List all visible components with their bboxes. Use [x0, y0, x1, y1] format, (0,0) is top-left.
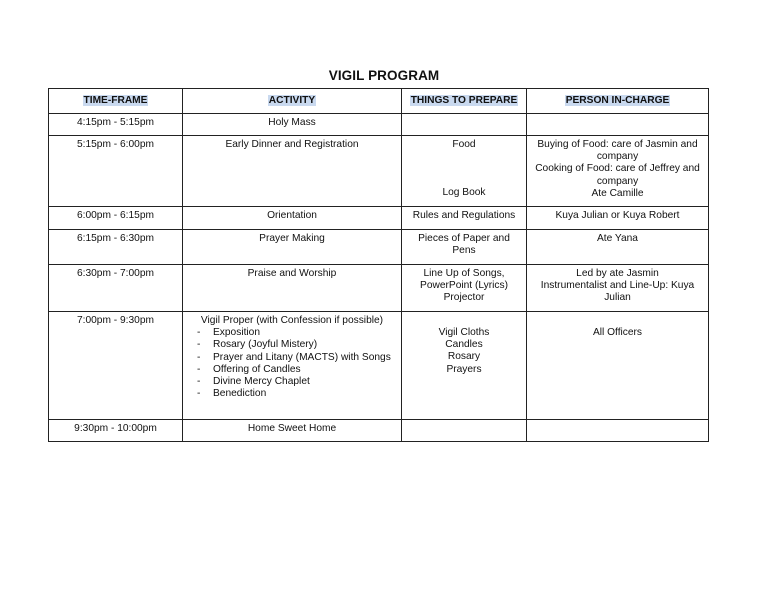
prepare-cell: Vigil Cloths Candles Rosary Prayers — [402, 312, 527, 420]
prepare-cell: Pieces of Paper and Pens — [402, 230, 527, 265]
header-person-in-charge: PERSON IN-CHARGE — [527, 89, 709, 114]
activity-cell — [183, 312, 402, 420]
table-row — [49, 265, 709, 312]
time-cell: 7:00pm - 9:30pm — [49, 312, 183, 420]
time-cell: 6:30pm - 7:00pm — [49, 265, 183, 312]
header-activity: ACTIVITY — [183, 89, 402, 114]
person-cell: All Officers — [527, 312, 709, 420]
time-cell: 4:15pm - 5:15pm — [49, 114, 183, 136]
prepare-cell: Food Log Book — [402, 136, 527, 207]
document-title: VIGIL PROGRAM — [328, 68, 440, 83]
table-row — [49, 114, 709, 136]
activity-cell: Early Dinner and Registration — [183, 136, 402, 207]
person-cell: Buying of Food: care of Jasmin and company Cooking of Food: care of Jeffrey and company Ate Camille — [527, 136, 709, 207]
list-item: - Prayer and Litany (MACTS) with Songs — [187, 352, 397, 364]
list-item: - Exposition — [187, 327, 397, 339]
person-cell — [527, 420, 709, 442]
person-cell: Kuya Julian or Kuya Robert — [527, 207, 709, 230]
time-cell: 5:15pm - 6:00pm — [49, 136, 183, 207]
list-item: - Divine Mercy Chaplet — [187, 376, 397, 388]
list-item: - Offering of Candles — [187, 364, 397, 376]
activity-cell: Holy Mass — [183, 114, 402, 136]
header-time-frame: TIME-FRAME — [49, 89, 183, 114]
prepare-cell: Line Up of Songs, PowerPoint (Lyrics) Projector — [402, 265, 527, 312]
time-cell: 6:00pm - 6:15pm — [49, 207, 183, 230]
prepare-cell — [402, 420, 527, 442]
activity-cell: Home Sweet Home — [183, 420, 402, 442]
activity-cell: Praise and Worship — [183, 265, 402, 312]
header-things-to-prepare: THINGS TO PREPARE — [402, 89, 527, 114]
table-row — [49, 136, 709, 207]
time-cell: 6:15pm - 6:30pm — [49, 230, 183, 265]
activity-cell: Orientation — [183, 207, 402, 230]
table-row — [49, 312, 709, 420]
activity-cell: Prayer Making — [183, 230, 402, 265]
table-row — [49, 420, 709, 442]
person-cell: Ate Yana — [527, 230, 709, 265]
person-cell: Led by ate Jasmin Instrumentalist and Line-Up: Kuya Julian — [527, 265, 709, 312]
list-item: - Rosary (Joyful Mistery) — [187, 339, 397, 351]
vigil-program-table — [48, 88, 709, 442]
person-cell — [527, 114, 709, 136]
prepare-cell — [402, 114, 527, 136]
time-cell: 9:30pm - 10:00pm — [49, 420, 183, 442]
table-row — [49, 230, 709, 265]
activity-list — [187, 327, 397, 400]
activity-title: Vigil Proper (with Confession if possible) — [200, 315, 384, 326]
table-row — [49, 207, 709, 230]
prepare-cell: Rules and Regulations — [402, 207, 527, 230]
table-header-row — [49, 89, 709, 114]
list-item: - Benediction — [187, 388, 397, 400]
